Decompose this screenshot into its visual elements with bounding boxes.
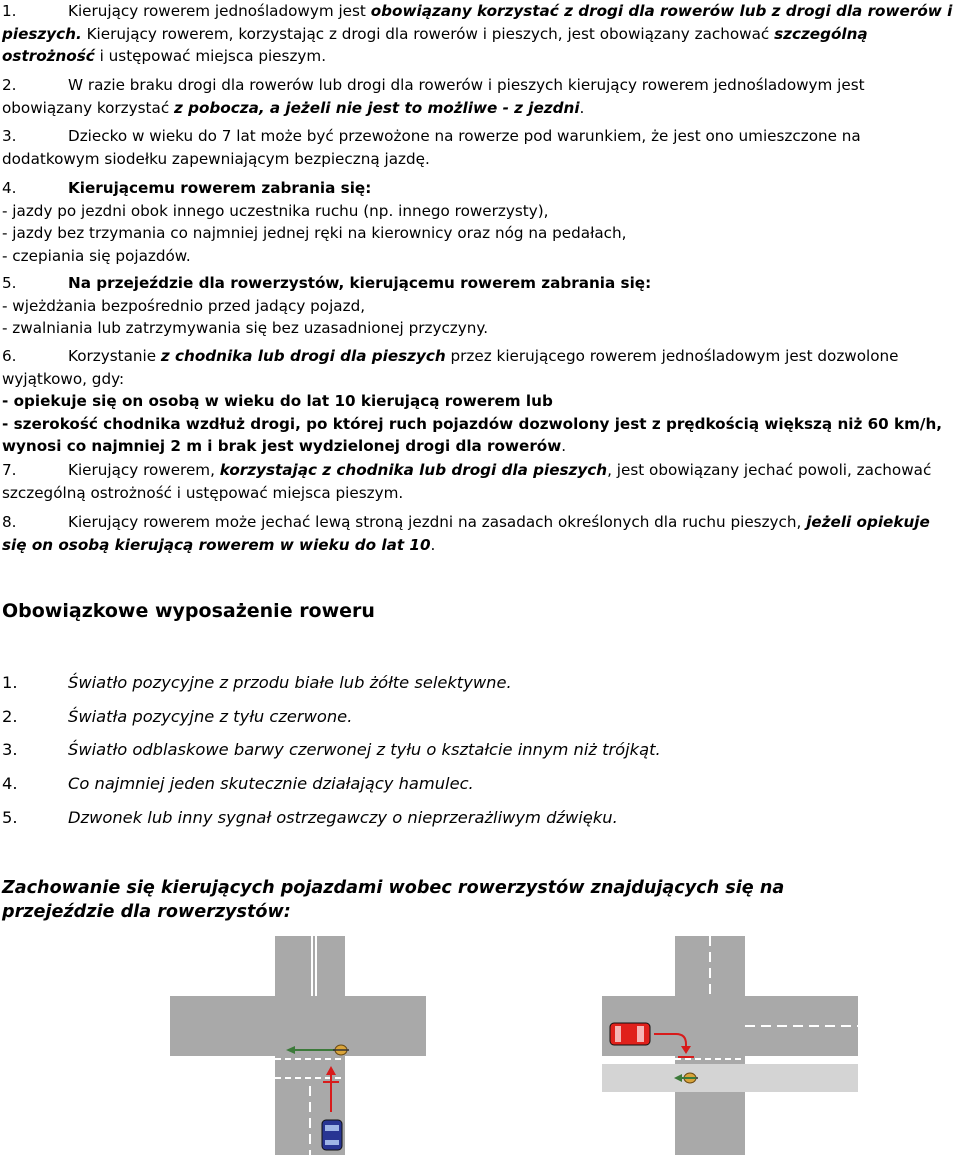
rule-item: - wjeżdżania bezpośrednio przed jadący pojazd, (2, 296, 366, 315)
rule-number: 5. (2, 274, 17, 292)
left-intersection-diagram (170, 936, 426, 1155)
rule-text: Kierujący rowerem, korzystając z drogi dla rowerów i pieszych, jest obowiązany zachować (81, 24, 775, 43)
rule-7 (2, 459, 958, 504)
rule-item: - zwalniania lub zatrzymywania się bez uzasadnionej przyczyny. (2, 319, 489, 337)
equipment-number: 2. (2, 707, 18, 726)
equipment-number: 5. (2, 808, 18, 827)
rule-text: , jest obowiązany jechać powoli, zachować szczególną ostrożność i ustępować miejsca pieszym. (2, 461, 932, 502)
rule-8 (2, 511, 958, 556)
rule-condition: - szerokość chodnika wzdłuż drogi, po której ruch pojazdów dozwolony jest z prędkością większą niż 60 km/h, wynosi co najmniej 2 m i brak jest wydzielonej drogi dla rowerów (2, 414, 943, 455)
rule-emphasis: korzystając z chodnika lub drogi dla pieszych (219, 461, 608, 479)
rule-2 (2, 74, 958, 119)
equipment-item (2, 808, 618, 827)
rule-text: . (579, 98, 585, 117)
equipment-item (2, 707, 352, 726)
rule-item: - jazdy bez trzymania co najmniej jednej ręki na kierownicy oraz nóg na pedałach, (2, 224, 627, 242)
rule-text: W razie braku drogi dla rowerów lub drogi dla rowerów i pieszych kierujący rowerem jednośladowym jest obowiązany korzystać (2, 76, 865, 117)
rule-text: i ustępować miejsca pieszym. (94, 47, 327, 65)
horizontal-road (170, 996, 426, 1056)
rule-number: 8. (2, 513, 17, 531)
rule-4 (2, 177, 958, 267)
rule-number: 4. (2, 179, 17, 197)
rule-text: Kierujący rowerem, (68, 461, 220, 479)
rule-text: Korzystanie (68, 347, 161, 365)
bicycle-crossing (602, 1064, 858, 1092)
equipment-item (2, 673, 512, 692)
rule-emphasis: obowiązany korzystać z drogi dla rowerów lub z drogi dla rowerów i pieszych. (2, 2, 953, 43)
rule-number: 2. (2, 76, 17, 94)
rule-item: - czepiania się pojazdów. (2, 246, 191, 265)
rule-text: Kierujący rowerem jednośladowym jest (68, 2, 371, 20)
rule-emphasis: jeżeli opiekuje się on osobą kierującą rowerem w wieku do lat 10 (2, 513, 930, 554)
rule-5 (2, 272, 958, 340)
rule-3 (2, 125, 958, 170)
rule-number: 1. (2, 2, 17, 20)
rule-emphasis: z pobocza, a jeżeli nie jest to możliwe - z jezdni (174, 98, 580, 117)
rule-6 (2, 345, 958, 458)
rule-emphasis: szczególną ostrożność (2, 24, 868, 65)
rule-text: Dziecko w wieku do 7 lat może być przewożone na rowerze pod warunkiem, że jest ono umieszczone na dodatkowym siodełku zapewniającym bezpieczną jazdę. (2, 127, 861, 168)
rule-title: Na przejeździe dla rowerzystów, kierującemu rowerem zabrania się: (68, 274, 652, 292)
rule-text: . (430, 535, 436, 554)
equipment-number: 4. (2, 774, 18, 793)
equipment-number: 1. (2, 673, 18, 692)
rule-number: 6. (2, 347, 17, 365)
rule-text: Kierujący rowerem może jechać lewą stroną jezdni na zasadach określonych dla ruchu pieszych, (68, 513, 807, 531)
equipment-text: Co najmniej jeden skutecznie działający hamulec. (68, 774, 474, 793)
rule-number: 3. (2, 127, 17, 145)
rule-item: - jazdy po jezdni obok innego uczestnika ruchu (np. innego rowerzysty), (2, 201, 549, 220)
car-icon (610, 1023, 650, 1045)
equipment-item (2, 774, 474, 793)
rule-title: Kierującemu rowerem zabrania się: (68, 179, 372, 197)
equipment-number: 3. (2, 740, 18, 759)
behavior-heading: Zachowanie się kierujących pojazdami wobec rowerzystów znajdujących się na przejeździe dla rowerzystów: (2, 878, 785, 922)
right-intersection-diagram (602, 936, 858, 1155)
equipment-text: Światło pozycyjne z przodu białe lub żółte selektywne. (68, 673, 512, 692)
rule-emphasis: z chodnika lub drogi dla pieszych (160, 347, 446, 365)
equipment-heading: Obowiązkowe wyposażenie roweru (2, 600, 375, 622)
rule-text: . (561, 437, 567, 455)
car-icon (322, 1120, 342, 1150)
equipment-text: Światło odblaskowe barwy czerwonej z tyłu o kształcie innym niż trójkąt. (68, 740, 661, 759)
rule-text: przez kierującego rowerem jednośladowym jest dozwolone wyjątkowo, gdy: (2, 347, 899, 388)
equipment-item (2, 740, 661, 759)
rule-condition: - opiekuje się on osobą w wieku do lat 10 kierującą rowerem lub (2, 392, 553, 410)
rule-number: 7. (2, 461, 17, 479)
equipment-text: Światła pozycyjne z tyłu czerwone. (68, 707, 353, 726)
rule-1 (2, 0, 958, 68)
equipment-text: Dzwonek lub inny sygnał ostrzegawczy o nieprzerażliwym dźwięku. (68, 808, 618, 827)
